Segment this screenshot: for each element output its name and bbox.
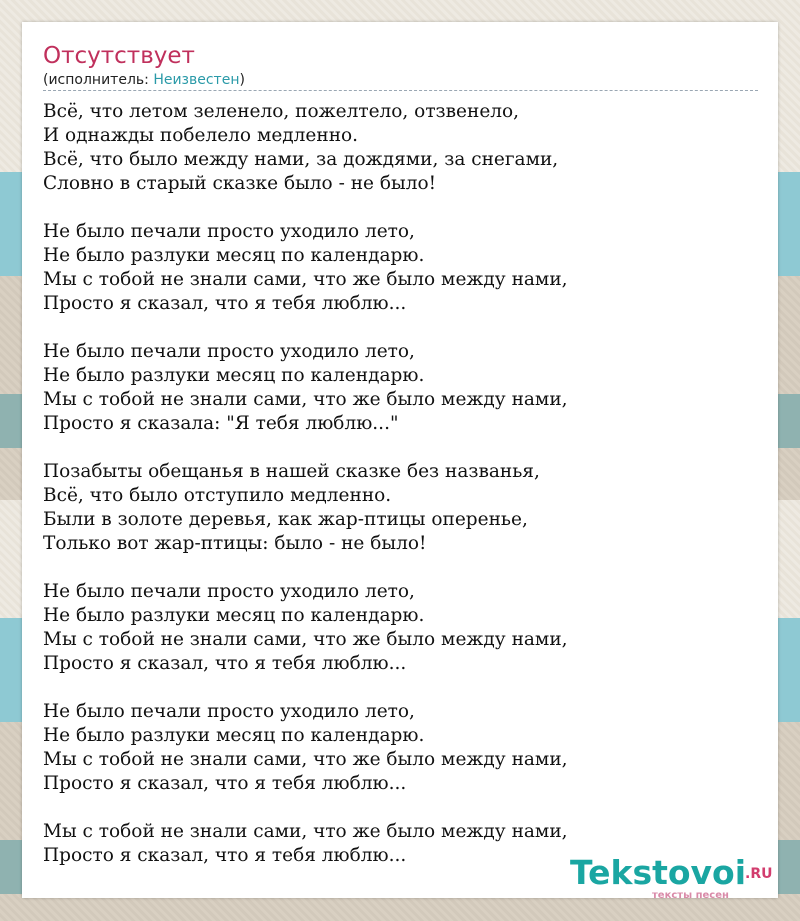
- lyrics-line: Позабыты обещанья в нашей сказке без названья,: [43, 461, 540, 482]
- lyrics-line: Всё, что летом зеленело, пожелтело, отзвенело,: [43, 101, 520, 122]
- lyrics-line: Просто я сказал, что я тебя люблю...: [43, 293, 407, 314]
- lyrics-line: Словно в старый сказке было - не было!: [43, 173, 437, 194]
- lyrics-line: Не было печали просто уходило лето,: [43, 221, 415, 242]
- artist-suffix: ): [239, 72, 245, 88]
- lyrics-line: Мы с тобой не знали сами, что же было между нами,: [43, 389, 568, 410]
- lyrics-line: Не было разлуки месяц по календарю.: [43, 725, 425, 746]
- lyrics-line: Просто я сказал, что я тебя люблю...: [43, 845, 407, 866]
- lyrics-line: Всё, что было между нами, за дождями, за снегами,: [43, 149, 559, 170]
- lyrics-stanza: [43, 340, 743, 436]
- artist-prefix: (исполнитель:: [43, 72, 154, 88]
- lyrics-stanza: [43, 700, 743, 796]
- lyrics-line: Не было разлуки месяц по календарю.: [43, 245, 425, 266]
- lyrics-line: Только вот жар-птицы: было - не было!: [43, 533, 427, 554]
- lyrics-line: Всё, что было отступило медленно.: [43, 485, 392, 506]
- lyrics-stanza: [43, 100, 743, 196]
- lyrics-line: Просто я сказал, что я тебя люблю...: [43, 773, 407, 794]
- logo-tagline: тексты песен: [652, 890, 729, 901]
- lyrics-card: [22, 22, 778, 901]
- lyrics-text: [43, 100, 743, 892]
- logo-wordmark: Tekstovoi: [570, 853, 747, 892]
- divider: [43, 90, 758, 91]
- lyrics-line: Мы с тобой не знали сами, что же было между нами,: [43, 629, 568, 650]
- lyrics-stanza: [43, 220, 743, 316]
- lyrics-line: Мы с тобой не знали сами, что же было между нами,: [43, 821, 568, 842]
- artist-link[interactable]: Неизвестен: [153, 72, 240, 88]
- lyrics-line: Не было печали просто уходило лето,: [43, 581, 415, 602]
- lyrics-line: Не было печали просто уходило лето,: [43, 341, 415, 362]
- artist-line: [43, 71, 245, 89]
- lyrics-line: И однажды побелело медленно.: [43, 125, 359, 146]
- lyrics-line: Не было разлуки месяц по календарю.: [43, 605, 425, 626]
- lyrics-line: Не было разлуки месяц по календарю.: [43, 365, 425, 386]
- lyrics-line: Не было печали просто уходило лето,: [43, 701, 415, 722]
- lyrics-line: Мы с тобой не знали сами, что же было между нами,: [43, 749, 568, 770]
- logo-domain: .RU: [745, 866, 773, 882]
- lyrics-line: Просто я сказал, что я тебя люблю...: [43, 653, 407, 674]
- song-title: Отсутствует: [43, 43, 195, 69]
- site-logo[interactable]: [570, 854, 780, 900]
- lyrics-stanza: [43, 580, 743, 676]
- lyrics-line: Были в золоте деревья, как жар-птицы оперенье,: [43, 509, 528, 530]
- lyrics-stanza: [43, 460, 743, 556]
- lyrics-line: Мы с тобой не знали сами, что же было между нами,: [43, 269, 568, 290]
- lyrics-line: Просто я сказала: "Я тебя люблю...": [43, 413, 399, 434]
